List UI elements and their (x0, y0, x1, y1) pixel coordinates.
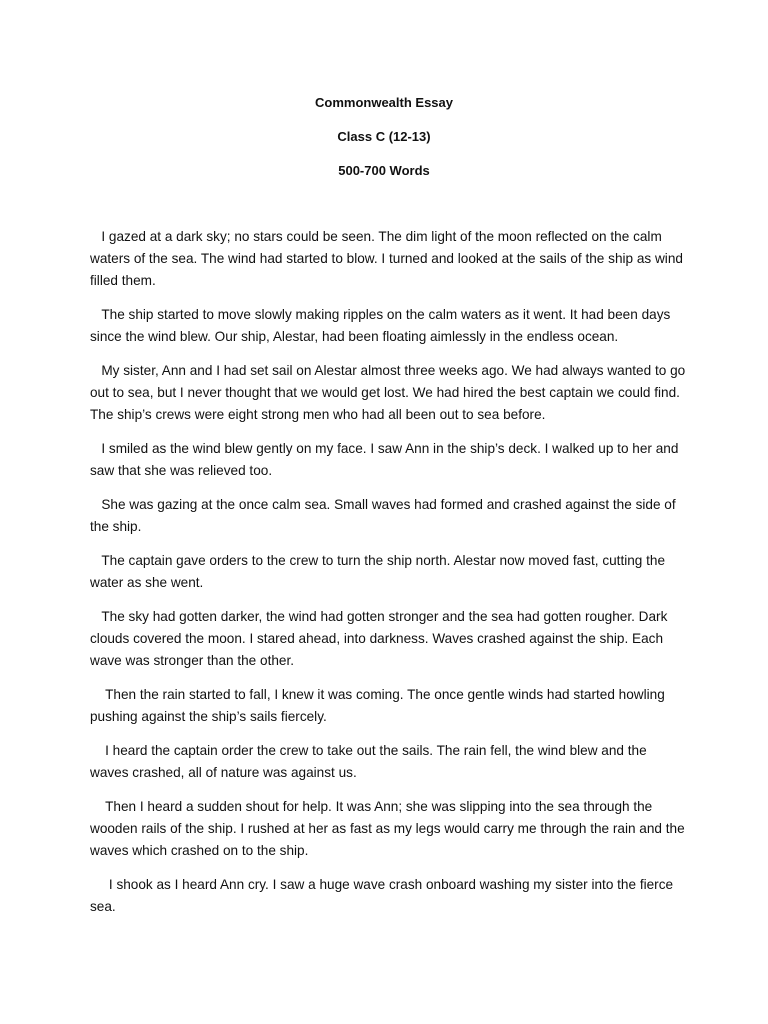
paragraph: She was gazing at the once calm sea. Small waves had formed and crashed against the side of the ship. (90, 497, 680, 534)
paragraph: Then the rain started to fall, I knew it was coming. The once gentle winds had started howling pushing against the ship’s sails fiercely. (90, 687, 669, 724)
paragraph: I heard the captain order the crew to take out the sails. The rain fell, the wind blew and the waves crashed, all of nature was against us. (90, 743, 651, 780)
paragraph: Then I heard a sudden shout for help. It was Ann; she was slipping into the sea through the wooden rails of the ship. I rushed at her as fast as my legs would carry me through the rain and the waves which crashed on to the ship. (90, 799, 689, 858)
essay-body (0, 226, 768, 918)
paragraph: The captain gave orders to the crew to turn the ship north. Alestar now moved fast, cutting the water as she went. (90, 553, 669, 590)
word-count-heading: 500-700 Words (338, 163, 430, 178)
document-title: Commonwealth Essay (315, 95, 453, 110)
paragraph: The sky had gotten darker, the wind had gotten stronger and the sea had gotten rougher. Dark clouds covered the moon. I stared ahead, into darkness. Waves crashed against the ship. Each wave was stronger than the other. (90, 609, 672, 668)
paragraph: I shook as I heard Ann cry. I saw a huge wave crash onboard washing my sister into the fierce sea. (90, 877, 677, 914)
paragraph: I smiled as the wind blew gently on my face. I saw Ann in the ship’s deck. I walked up to her and saw that she was relieved too. (90, 441, 683, 478)
class-heading: Class C (12-13) (337, 129, 431, 144)
paragraph: The ship started to move slowly making ripples on the calm waters as it went. It had been days since the wind blew. Our ship, Alestar, had been floating aimlessly in the endless ocean. (90, 307, 675, 344)
paragraph: I gazed at a dark sky; no stars could be seen. The dim light of the moon reflected on the calm waters of the sea. The wind had started to blow. I turned and looked at the sails of the ship as wind filled them. (90, 229, 687, 288)
paragraph: My sister, Ann and I had set sail on Alestar almost three weeks ago. We had always wanted to go out to sea, but I never thought that we would get lost. We had hired the best captain we could find. The ship’s crews were eight strong men who had all been out to sea before. (90, 363, 689, 422)
